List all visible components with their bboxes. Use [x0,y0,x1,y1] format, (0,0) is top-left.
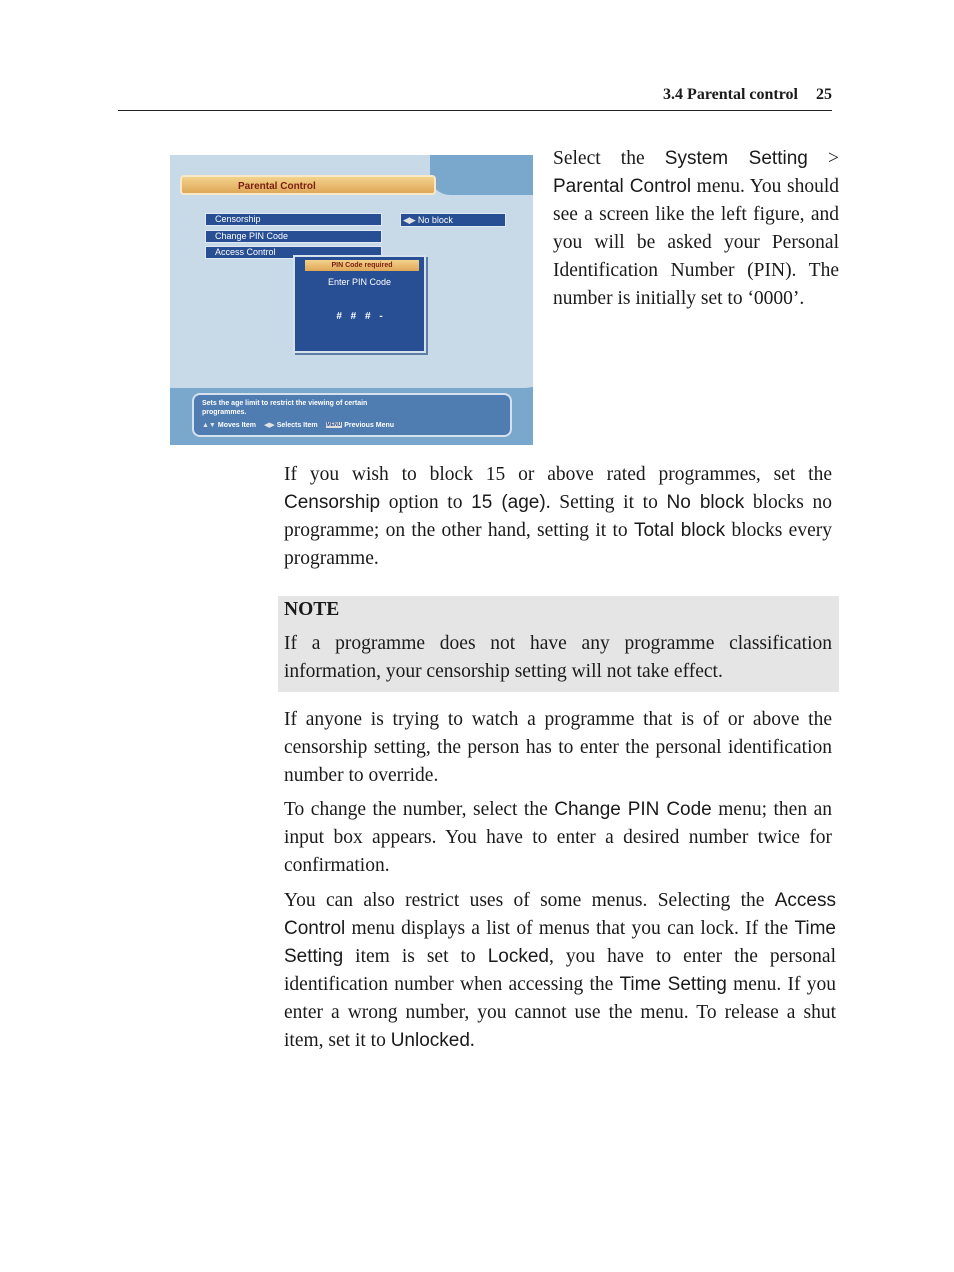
intro-paragraph [553,145,839,313]
intro-text-2: > [807,148,839,169]
note-text: If a programme does not have any programme classification information, your censorship setting will not take effect. [284,633,832,682]
pin-prompt: Enter PIN Code [327,277,392,287]
tv-panel-cutout [430,155,533,195]
censorship-paragraph [284,461,832,573]
tv-censorship-value-text: No block [417,215,453,225]
pin-entry-field: # # # - [336,311,383,322]
help-description: Sets the age limit to restrict the viewing of certain programmes. [202,400,368,416]
ui-term-change-pin-code: Change PIN Code [554,799,712,820]
running-header [118,86,832,111]
access-text-2: menu displays a list of menus that you can lock. If the [345,918,795,939]
intro-text-1: Select the [553,148,665,169]
left-right-arrows-icon: ◀▶ [263,422,275,429]
tv-help-bar [192,393,512,437]
ui-term-unlocked: Unlocked [390,1030,470,1051]
note-box [278,596,839,692]
access-text-3: item is set to [343,946,488,967]
intro-text-3: menu. You should see a screen like the left figure, and you will be asked your Personal Identification Number (PIN). The number is initially set to ‘0000’. [553,176,839,309]
tv-menu-item-access-control: Access Control [205,246,382,259]
censorship-text-4: blocks no programme; on the other hand, setting it to [284,492,832,541]
change-text-1: To change the number, select the [284,799,555,820]
censorship-text-5: blocks every programme. [284,520,832,569]
tv-menu-item-change-pin: Change PIN Code [205,230,382,243]
access-text-4: , you have to enter the personal identification number when accessing the [284,946,836,995]
ui-term-no-block: No block [666,492,745,513]
access-text-6: . [469,1030,475,1051]
page-number: 25 [816,86,832,103]
ui-term-censorship: Censorship [284,492,381,513]
access-text-5: menu. If you enter a wrong number, you cannot use the menu. To release a shut item, set it to [284,974,837,1051]
ui-term-system-setting: System Setting [664,148,808,169]
change-text-2: menu; then an input box appears. You have to enter a desired number twice for confirmation. [284,799,832,876]
tv-menu-title: Parental Control [180,175,436,195]
header-section-title: 3.4 Parental control [663,86,798,103]
pin-code-dialog [293,255,426,353]
note-title: NOTE [284,599,340,620]
menu-key-icon: MENU [326,422,342,429]
up-down-arrows-icon: ▲▼ [202,422,216,429]
access-text-1: You can also restrict uses of some menus. Selecting the [284,890,775,911]
ui-term-parental-control: Parental Control [553,176,692,197]
ui-term-access-control: Access Control [284,890,836,939]
access-control-paragraph [284,887,836,1055]
help-previous-menu: Previous Menu [344,422,395,429]
ui-term-time-setting-2: Time Setting [619,974,727,995]
help-key-legend [202,421,394,429]
tv-censorship-value [400,213,506,227]
pin-dialog-title: PIN Code required [305,260,419,271]
help-moves-item: Moves Item [217,422,256,429]
censorship-text-2: option to [380,492,472,513]
tv-menu-item-censorship: Censorship [205,213,382,226]
left-right-arrows-icon: ◀▶ [403,215,415,225]
change-pin-paragraph [284,796,832,880]
ui-term-total-block: Total block [633,520,726,541]
censorship-text-1: If you wish to block 15 or above rated programmes, set the [284,464,832,485]
override-paragraph: If anyone is trying to watch a programme that is of or above the censorship setting, the person has to enter the personal identification number to override. [284,709,832,786]
help-selects-item: Selects Item [276,422,318,429]
ui-term-locked: Locked [487,946,549,967]
parental-control-screenshot [170,155,533,445]
censorship-text-3: . Setting it to [545,492,667,513]
ui-term-time-setting: Time Setting [284,918,836,967]
ui-term-15-age: 15 (age) [471,492,546,513]
